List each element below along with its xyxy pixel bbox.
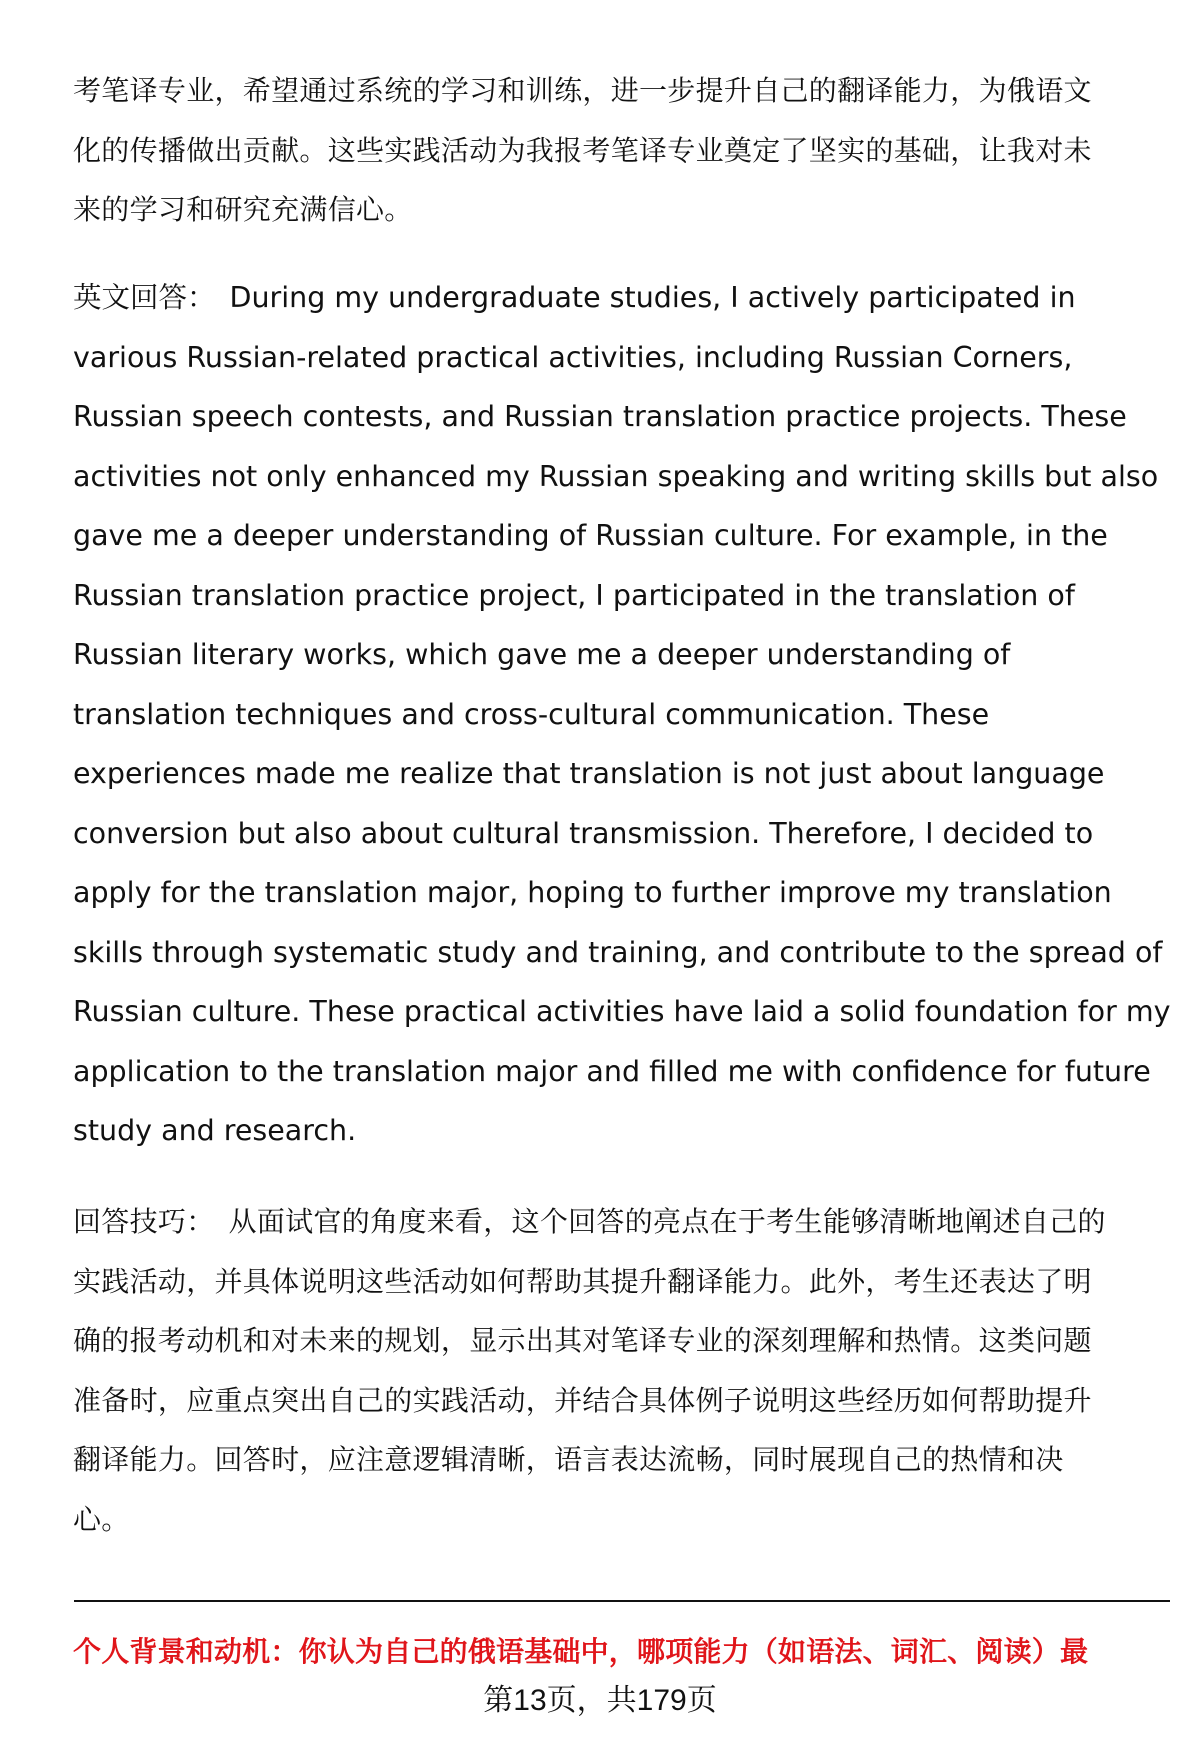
english-answer-paragraph xyxy=(73,268,1173,1161)
text-line: various Russian-related practical activities, including Russian Corners, xyxy=(73,340,1073,374)
text-line: skills through systematic study and training, and contribute to the spread of xyxy=(73,935,1163,969)
section-divider xyxy=(74,1600,1170,1602)
text-line: During my undergraduate studies, I actively participated in xyxy=(229,281,1076,314)
text-line: translation techniques and cross-cultural communication. These xyxy=(73,697,990,731)
text-line: application to the translation major and filled me with confidence for future xyxy=(73,1054,1151,1088)
text-line: 从面试官的角度来看，这个回答的亮点在于考生能够清晰地阐述自己的 xyxy=(228,1205,1106,1238)
text-line: 翻译能力。回答时，应注意逻辑清晰，语言表达流畅，同时展现自己的热情和决 xyxy=(73,1443,1064,1476)
text-line: study and research. xyxy=(73,1114,357,1147)
text-line: 实践活动，并具体说明这些活动如何帮助其提升翻译能力。此外，考生还表达了明 xyxy=(73,1264,1092,1298)
page-number-footer: 第13页，共179页 xyxy=(483,1684,717,1717)
text-line: 化的传播做出贡献。这些实践活动为我报考笔译专业奠定了坚实的基础，让我对未 xyxy=(73,133,1092,167)
text-line: activities not only enhanced my Russian speaking and writing skills but also xyxy=(73,459,1159,493)
text-line: apply for the translation major, hoping to further improve my translation xyxy=(73,876,1112,909)
text-line: Russian literary works, which gave me a deeper understanding of xyxy=(73,638,1011,671)
answer-tips-label: 回答技巧： xyxy=(73,1205,215,1238)
english-answer-label: 英文回答： xyxy=(73,281,216,314)
text-line: experiences made me realize that translation is not just about language xyxy=(73,757,1105,790)
text-line: 考笔译专业，希望通过系统的学习和训练，进一步提升自己的翻译能力，为俄语文 xyxy=(73,74,1092,107)
text-line: 确的报考动机和对未来的规划，显示出其对笔译专业的深刻理解和热情。这类问题 xyxy=(73,1324,1092,1357)
text-line: Russian culture. These practical activities have laid a solid foundation for my xyxy=(73,995,1171,1028)
text-line: 来的学习和研究充满信心。 xyxy=(73,193,413,226)
continued-paragraph xyxy=(73,61,1173,240)
answer-tips-paragraph xyxy=(73,1192,1173,1549)
text-line: 心。 xyxy=(73,1502,130,1536)
next-question-heading: 个人背景和动机：你认为自己的俄语基础中，哪项能力（如语法、词汇、阅读）最 xyxy=(73,1635,1089,1668)
text-line: conversion but also about cultural transmission. Therefore, I decided to xyxy=(73,816,1094,850)
text-line: 准备时，应重点突出自己的实践活动，并结合具体例子说明这些经历如何帮助提升 xyxy=(73,1383,1092,1417)
text-line: Russian translation practice project, I participated in the translation of xyxy=(73,578,1075,612)
text-line: gave me a deeper understanding of Russian culture. For example, in the xyxy=(73,519,1108,552)
text-line: Russian speech contests, and Russian translation practice projects. These xyxy=(73,400,1127,433)
